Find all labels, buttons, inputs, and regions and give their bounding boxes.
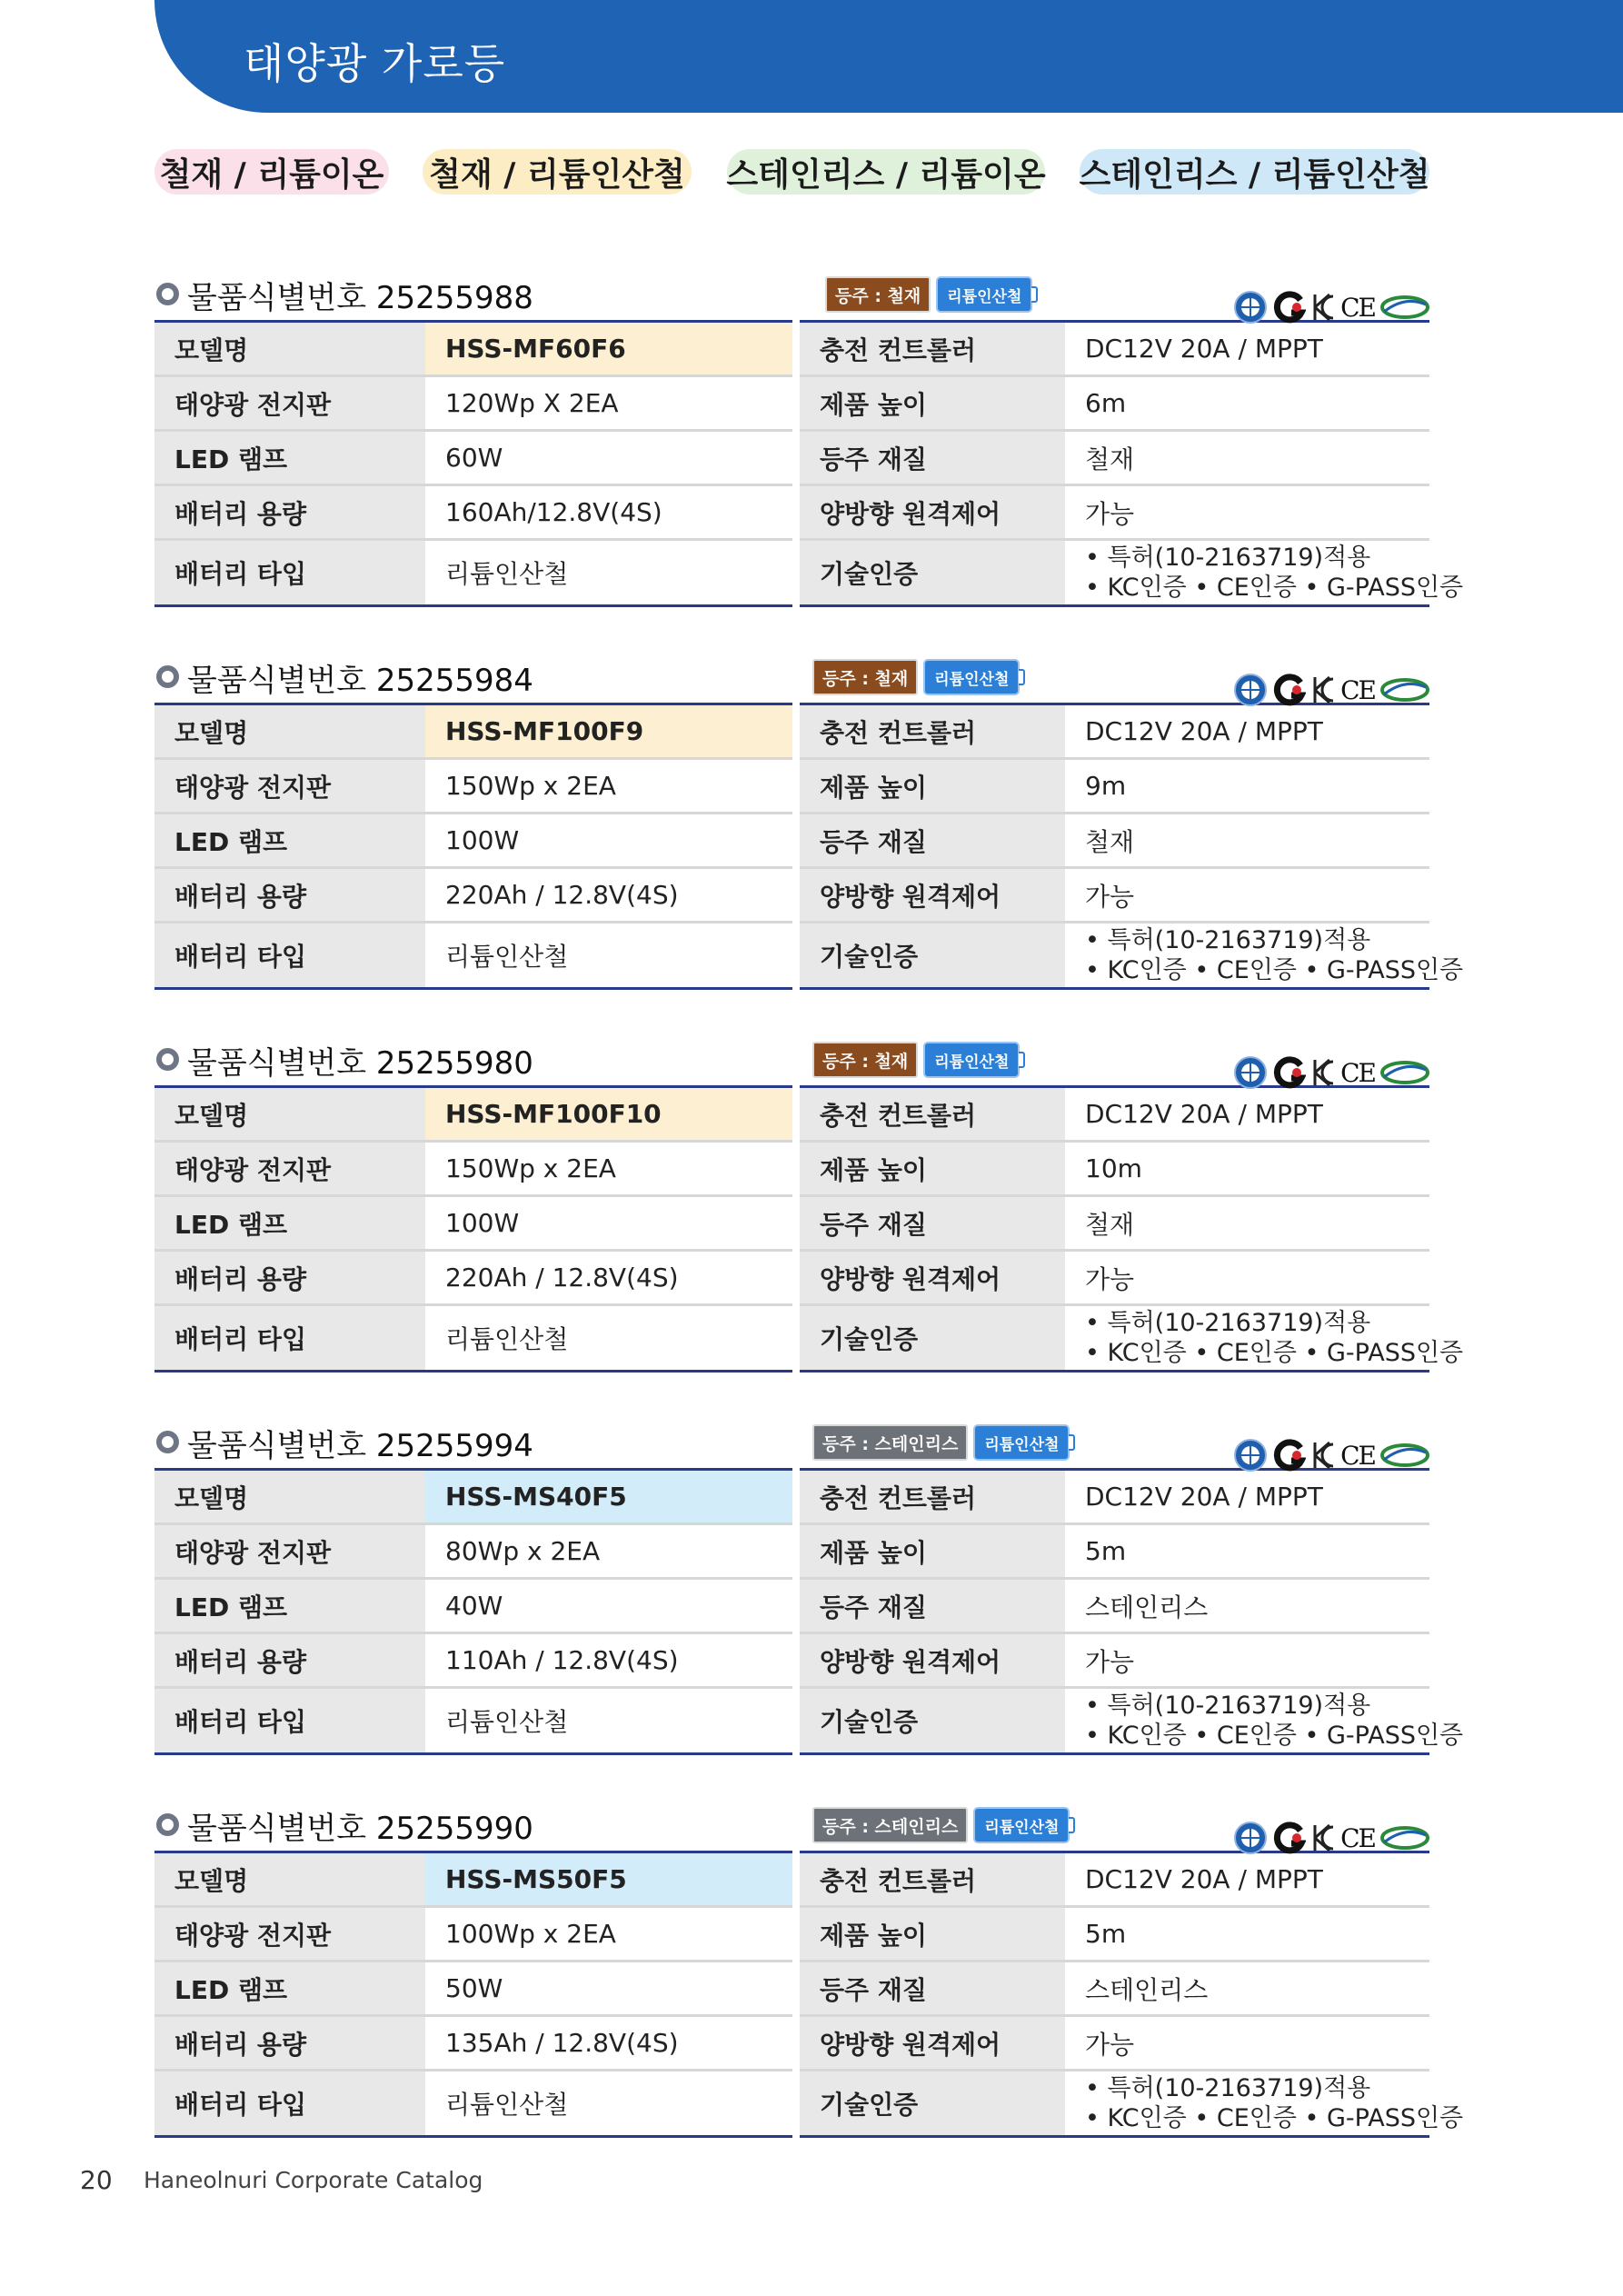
footer-text: Haneolnuri Corporate Catalog bbox=[144, 2167, 483, 2193]
label-model: 모델명 bbox=[154, 322, 425, 376]
cert-line-marks: • KC인증 • CE인증 • G-PASS인증 bbox=[1085, 956, 1464, 984]
label-lamp: LED 램프 bbox=[154, 1196, 425, 1251]
label-tech-cert: 기술인증 bbox=[796, 1305, 1065, 1372]
label-panel: 태양광 전지판 bbox=[154, 759, 425, 814]
label-model: 모델명 bbox=[154, 1852, 425, 1907]
bullet-icon bbox=[156, 665, 179, 688]
value-battery-type: 리튬인산철 bbox=[425, 540, 796, 606]
label-tech-cert: 기술인증 bbox=[796, 2071, 1065, 2137]
value-battery-type: 리튬인산철 bbox=[425, 1305, 796, 1372]
value-lamp: 50W bbox=[425, 1962, 796, 2016]
battery-icon: 리튬인산철 bbox=[923, 659, 1020, 695]
value-controller: DC12V 20A / MPPT bbox=[1065, 1087, 1429, 1142]
product-header bbox=[154, 260, 1429, 323]
value-model: HSS-MF100F10 bbox=[425, 1087, 796, 1142]
category-pill-stainless-li-ion: 스테인리스 / 리튬이온 bbox=[727, 149, 1045, 195]
spec-row bbox=[154, 704, 1429, 759]
spec-row bbox=[154, 1524, 1429, 1579]
value-remote: 가능 bbox=[1065, 2016, 1429, 2071]
label-controller: 충전 컨트롤러 bbox=[796, 1470, 1065, 1524]
value-lamp: 40W bbox=[425, 1579, 796, 1633]
label-lamp: LED 램프 bbox=[154, 431, 425, 485]
product-section bbox=[154, 1408, 1464, 1755]
value-height: 6m bbox=[1065, 376, 1429, 431]
value-capacity: 160Ah/12.8V(4S) bbox=[425, 485, 796, 540]
label-pole-material: 등주 재질 bbox=[796, 1579, 1065, 1633]
label-height: 제품 높이 bbox=[796, 759, 1065, 814]
label-panel: 태양광 전지판 bbox=[154, 376, 425, 431]
value-tech-cert bbox=[1065, 2071, 1464, 2137]
value-capacity: 110Ah / 12.8V(4S) bbox=[425, 1633, 796, 1688]
product-badges bbox=[812, 1424, 1070, 1457]
value-pole-material: 스테인리스 bbox=[1065, 1962, 1429, 2016]
label-model: 모델명 bbox=[154, 1470, 425, 1524]
bullet-icon bbox=[156, 1431, 179, 1453]
value-height: 9m bbox=[1065, 759, 1429, 814]
cert-line-patent: • 특허(10-2163719)적용 bbox=[1085, 1309, 1371, 1337]
product-header bbox=[154, 1025, 1429, 1088]
value-remote: 가능 bbox=[1065, 485, 1429, 540]
value-battery-type: 리튬인산철 bbox=[425, 1688, 796, 1754]
label-capacity: 배터리 용량 bbox=[154, 485, 425, 540]
value-battery-type: 리튬인산철 bbox=[425, 923, 796, 989]
value-tech-cert bbox=[1065, 923, 1464, 989]
spec-row bbox=[154, 1196, 1429, 1251]
product-header bbox=[154, 1791, 1429, 1851]
product-id-title: 물품식별번호 25255994 bbox=[187, 1428, 533, 1464]
label-pole-material: 등주 재질 bbox=[796, 814, 1065, 868]
spec-row bbox=[154, 923, 1429, 989]
good-procurement-icon bbox=[1380, 1442, 1429, 1469]
category-pill-steel-lifepo4: 철재 / 리튬인산철 bbox=[423, 149, 692, 195]
bullet-icon bbox=[156, 1813, 179, 1836]
label-height: 제품 높이 bbox=[796, 376, 1065, 431]
label-tech-cert: 기술인증 bbox=[796, 540, 1065, 606]
label-pole-material: 등주 재질 bbox=[796, 1962, 1065, 2016]
spec-row bbox=[154, 1962, 1429, 2016]
value-remote: 가능 bbox=[1065, 868, 1429, 923]
label-capacity: 배터리 용량 bbox=[154, 2016, 425, 2071]
category-pill-steel-li-ion: 철재 / 리튬이온 bbox=[154, 149, 389, 195]
spec-row bbox=[154, 814, 1429, 868]
globe-seal-icon bbox=[1233, 1821, 1268, 1855]
label-battery-type: 배터리 타입 bbox=[154, 540, 425, 606]
label-panel: 태양광 전지판 bbox=[154, 1907, 425, 1962]
spec-row bbox=[154, 1251, 1429, 1305]
value-pole-material: 스테인리스 bbox=[1065, 1579, 1429, 1633]
label-capacity: 배터리 용량 bbox=[154, 1633, 425, 1688]
value-battery-type: 리튬인산철 bbox=[425, 2071, 796, 2137]
label-battery-type: 배터리 타입 bbox=[154, 1688, 425, 1754]
label-battery-type: 배터리 타입 bbox=[154, 923, 425, 989]
label-model: 모델명 bbox=[154, 1087, 425, 1142]
label-remote: 양방향 원격제어 bbox=[796, 485, 1065, 540]
bullet-icon bbox=[156, 283, 179, 305]
globe-seal-icon bbox=[1233, 1055, 1268, 1090]
value-panel: 80Wp x 2EA bbox=[425, 1524, 796, 1579]
label-panel: 태양광 전지판 bbox=[154, 1142, 425, 1196]
label-battery-type: 배터리 타입 bbox=[154, 1305, 425, 1372]
ce-mark-icon: CE bbox=[1340, 1057, 1375, 1088]
spec-row bbox=[154, 376, 1429, 431]
value-model: HSS-MS40F5 bbox=[425, 1470, 796, 1524]
label-pole-material: 등주 재질 bbox=[796, 1196, 1065, 1251]
spec-row bbox=[154, 1305, 1429, 1372]
value-model: HSS-MF100F9 bbox=[425, 704, 796, 759]
kc-mark-icon bbox=[1311, 1822, 1335, 1854]
category-pill-stainless-lifepo4: 스테인리스 / 리튬인산철 bbox=[1080, 149, 1429, 195]
spec-row bbox=[154, 1087, 1429, 1142]
cert-line-patent: • 특허(10-2163719)적용 bbox=[1085, 544, 1371, 572]
spec-row bbox=[154, 1688, 1429, 1754]
cert-line-patent: • 특허(10-2163719)적용 bbox=[1085, 926, 1371, 954]
value-controller: DC12V 20A / MPPT bbox=[1065, 1470, 1429, 1524]
cert-icons bbox=[1228, 1823, 1429, 1852]
label-tech-cert: 기술인증 bbox=[796, 923, 1065, 989]
spec-table bbox=[154, 320, 1464, 607]
value-capacity: 220Ah / 12.8V(4S) bbox=[425, 868, 796, 923]
good-procurement-icon bbox=[1380, 1824, 1429, 1852]
value-tech-cert bbox=[1065, 540, 1464, 606]
good-procurement-icon bbox=[1380, 294, 1429, 321]
label-controller: 충전 컨트롤러 bbox=[796, 1087, 1065, 1142]
pole-material-badge: 등주 : 스테인리스 bbox=[812, 1424, 968, 1461]
spec-table bbox=[154, 1468, 1464, 1755]
product-header bbox=[154, 643, 1429, 703]
bullet-icon bbox=[156, 1048, 179, 1071]
globe-seal-icon bbox=[1233, 290, 1268, 324]
g-mark-icon bbox=[1273, 291, 1306, 324]
spec-row bbox=[154, 322, 1429, 376]
value-pole-material: 철재 bbox=[1065, 431, 1429, 485]
product-section bbox=[154, 260, 1464, 607]
spec-row bbox=[154, 2016, 1429, 2071]
product-header bbox=[154, 1408, 1429, 1471]
product-id-title: 물품식별번호 25255984 bbox=[187, 663, 533, 699]
battery-icon: 리튬인산철 bbox=[973, 1424, 1070, 1461]
product-id-title: 물품식별번호 25255990 bbox=[187, 1811, 533, 1847]
label-remote: 양방향 원격제어 bbox=[796, 1251, 1065, 1305]
product-badges bbox=[812, 659, 1020, 692]
cert-line-marks: • KC인증 • CE인증 • G-PASS인증 bbox=[1085, 1722, 1464, 1750]
cert-line-patent: • 특허(10-2163719)적용 bbox=[1085, 2074, 1371, 2102]
ce-mark-icon: CE bbox=[1340, 1440, 1375, 1471]
g-mark-icon bbox=[1273, 1439, 1306, 1472]
ce-mark-icon: CE bbox=[1340, 292, 1375, 323]
value-model: HSS-MF60F6 bbox=[425, 322, 796, 376]
cert-line-patent: • 특허(10-2163719)적용 bbox=[1085, 1692, 1371, 1720]
value-panel: 150Wp x 2EA bbox=[425, 759, 796, 814]
spec-row bbox=[154, 1579, 1429, 1633]
value-controller: DC12V 20A / MPPT bbox=[1065, 704, 1429, 759]
product-id-title: 물품식별번호 25255980 bbox=[187, 1045, 533, 1082]
spec-row bbox=[154, 868, 1429, 923]
label-controller: 충전 컨트롤러 bbox=[796, 704, 1065, 759]
cert-line-marks: • KC인증 • CE인증 • G-PASS인증 bbox=[1085, 1339, 1464, 1367]
cert-icons bbox=[1228, 293, 1429, 322]
label-lamp: LED 램프 bbox=[154, 1962, 425, 2016]
label-controller: 충전 컨트롤러 bbox=[796, 322, 1065, 376]
product-section bbox=[154, 643, 1464, 990]
page-number: 20 bbox=[80, 2165, 113, 2195]
value-height: 5m bbox=[1065, 1524, 1429, 1579]
globe-seal-icon bbox=[1233, 673, 1268, 707]
value-lamp: 100W bbox=[425, 814, 796, 868]
value-pole-material: 철재 bbox=[1065, 814, 1429, 868]
product-section bbox=[154, 1025, 1464, 1373]
ce-mark-icon: CE bbox=[1340, 1822, 1375, 1853]
value-panel: 120Wp X 2EA bbox=[425, 376, 796, 431]
label-remote: 양방향 원격제어 bbox=[796, 2016, 1065, 2071]
good-procurement-icon bbox=[1380, 1059, 1429, 1086]
label-capacity: 배터리 용량 bbox=[154, 1251, 425, 1305]
value-controller: DC12V 20A / MPPT bbox=[1065, 1852, 1429, 1907]
kc-mark-icon bbox=[1311, 1056, 1335, 1089]
label-battery-type: 배터리 타입 bbox=[154, 2071, 425, 2137]
product-section bbox=[154, 1791, 1464, 2138]
spec-row bbox=[154, 540, 1429, 606]
spec-table bbox=[154, 703, 1464, 990]
spec-table bbox=[154, 1851, 1464, 2138]
label-remote: 양방향 원격제어 bbox=[796, 1633, 1065, 1688]
spec-row bbox=[154, 1142, 1429, 1196]
kc-mark-icon bbox=[1311, 291, 1335, 324]
spec-row bbox=[154, 2071, 1429, 2137]
value-pole-material: 철재 bbox=[1065, 1196, 1429, 1251]
value-model: HSS-MS50F5 bbox=[425, 1852, 796, 1907]
label-pole-material: 등주 재질 bbox=[796, 431, 1065, 485]
g-mark-icon bbox=[1273, 1822, 1306, 1854]
spec-row bbox=[154, 1852, 1429, 1907]
cert-line-marks: • KC인증 • CE인증 • G-PASS인증 bbox=[1085, 574, 1464, 602]
product-badges bbox=[825, 276, 1032, 309]
cert-icons bbox=[1228, 675, 1429, 704]
label-remote: 양방향 원격제어 bbox=[796, 868, 1065, 923]
value-height: 5m bbox=[1065, 1907, 1429, 1962]
kc-mark-icon bbox=[1311, 1439, 1335, 1472]
product-badges bbox=[812, 1807, 1070, 1840]
label-lamp: LED 램프 bbox=[154, 1579, 425, 1633]
good-procurement-icon bbox=[1380, 676, 1429, 704]
label-height: 제품 높이 bbox=[796, 1907, 1065, 1962]
value-panel: 100Wp x 2EA bbox=[425, 1907, 796, 1962]
g-mark-icon bbox=[1273, 674, 1306, 706]
product-badges bbox=[812, 1042, 1020, 1074]
value-panel: 150Wp x 2EA bbox=[425, 1142, 796, 1196]
label-panel: 태양광 전지판 bbox=[154, 1524, 425, 1579]
spec-row bbox=[154, 431, 1429, 485]
value-remote: 가능 bbox=[1065, 1633, 1429, 1688]
value-tech-cert bbox=[1065, 1305, 1464, 1372]
g-mark-icon bbox=[1273, 1056, 1306, 1089]
value-height: 10m bbox=[1065, 1142, 1429, 1196]
value-lamp: 100W bbox=[425, 1196, 796, 1251]
pole-material-badge: 등주 : 철재 bbox=[825, 276, 931, 313]
spec-row bbox=[154, 1470, 1429, 1524]
spec-row bbox=[154, 485, 1429, 540]
spec-table bbox=[154, 1085, 1464, 1373]
value-remote: 가능 bbox=[1065, 1251, 1429, 1305]
ce-mark-icon: CE bbox=[1340, 674, 1375, 705]
battery-icon: 리튬인산철 bbox=[973, 1807, 1070, 1843]
spec-row bbox=[154, 1633, 1429, 1688]
pole-material-badge: 등주 : 철재 bbox=[812, 659, 918, 695]
spec-row bbox=[154, 759, 1429, 814]
cert-icons bbox=[1228, 1058, 1429, 1087]
label-tech-cert: 기술인증 bbox=[796, 1688, 1065, 1754]
product-id-title: 물품식별번호 25255988 bbox=[187, 280, 533, 316]
label-height: 제품 높이 bbox=[796, 1524, 1065, 1579]
value-capacity: 220Ah / 12.8V(4S) bbox=[425, 1251, 796, 1305]
value-controller: DC12V 20A / MPPT bbox=[1065, 322, 1429, 376]
cert-icons bbox=[1228, 1441, 1429, 1470]
label-height: 제품 높이 bbox=[796, 1142, 1065, 1196]
value-tech-cert bbox=[1065, 1688, 1464, 1754]
pole-material-badge: 등주 : 스테인리스 bbox=[812, 1807, 968, 1843]
spec-row bbox=[154, 1907, 1429, 1962]
pole-material-badge: 등주 : 철재 bbox=[812, 1042, 918, 1078]
value-lamp: 60W bbox=[425, 431, 796, 485]
globe-seal-icon bbox=[1233, 1438, 1268, 1472]
kc-mark-icon bbox=[1311, 674, 1335, 706]
value-capacity: 135Ah / 12.8V(4S) bbox=[425, 2016, 796, 2071]
cert-line-marks: • KC인증 • CE인증 • G-PASS인증 bbox=[1085, 2104, 1464, 2132]
label-controller: 충전 컨트롤러 bbox=[796, 1852, 1065, 1907]
battery-icon: 리튬인산철 bbox=[923, 1042, 1020, 1078]
label-model: 모델명 bbox=[154, 704, 425, 759]
label-lamp: LED 램프 bbox=[154, 814, 425, 868]
label-capacity: 배터리 용량 bbox=[154, 868, 425, 923]
battery-icon: 리튬인산철 bbox=[936, 276, 1032, 313]
page-title: 태양광 가로등 bbox=[244, 39, 506, 88]
